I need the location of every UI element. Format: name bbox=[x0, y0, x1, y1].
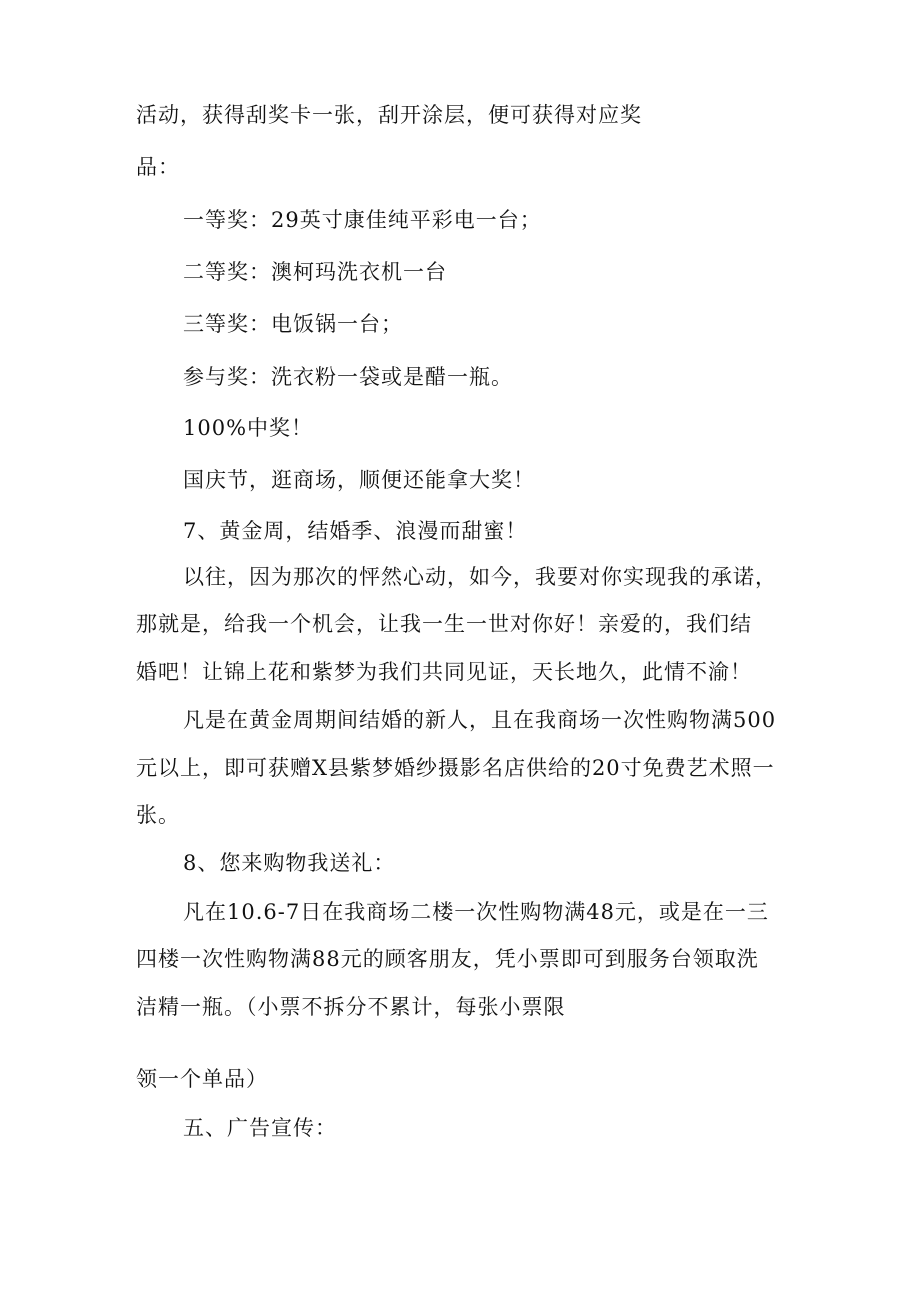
text-line: 活动，获得刮奖卡一张，刮开涂层，便可获得对应奖 bbox=[136, 103, 642, 127]
text-line: 100%中奖！ bbox=[183, 416, 314, 440]
text-line: 元以上，即可获赠X县紫梦婚纱摄影名店供给的20寸免费艺术照一 bbox=[136, 756, 775, 780]
text-line: 二等奖：澳柯玛洗衣机一台 bbox=[183, 260, 447, 284]
text-line: 婚吧！让锦上花和紫梦为我们共同见证，天长地久，此情不渝！ bbox=[136, 660, 752, 684]
text-line: 领一个单品） bbox=[136, 1067, 268, 1091]
section-heading: 7、黄金周，结婚季、浪漫而甜蜜！ bbox=[183, 519, 528, 543]
text-line: 参与奖：洗衣粉一袋或是醋一瓶。 bbox=[183, 365, 513, 389]
text-line: 张。 bbox=[136, 803, 180, 827]
section-heading: 8、您来购物我送礼： bbox=[183, 851, 396, 875]
text-line: 凡在10.6-7日在我商场二楼一次性购物满48元，或是在一三 bbox=[183, 900, 769, 924]
text-line: 凡是在黄金周期间结婚的新人，且在我商场一次性购物满500 bbox=[183, 708, 777, 732]
text-line: 一等奖：29英寸康佳纯平彩电一台； bbox=[183, 208, 542, 232]
text-line: 四楼一次性购物满88元的顾客朋友，凭小票即可到服务台领取洗 bbox=[136, 947, 759, 971]
text-line: 国庆节，逛商场，顺便还能拿大奖！ bbox=[183, 468, 535, 492]
text-line: 品： bbox=[136, 155, 180, 179]
text-line: 以往，因为那次的怦然心动，如今，我要对你实现我的承诺， bbox=[183, 565, 777, 589]
text-line: 洁精一瓶。（小票不拆分不累计，每张小票限 bbox=[136, 995, 566, 1019]
text-line: 那就是，给我一个机会，让我一生一世对你好！亲爱的，我们结 bbox=[136, 612, 752, 636]
text-line: 三等奖：电饭锅一台； bbox=[183, 312, 403, 336]
section-heading: 五、广告宣传： bbox=[183, 1116, 337, 1140]
